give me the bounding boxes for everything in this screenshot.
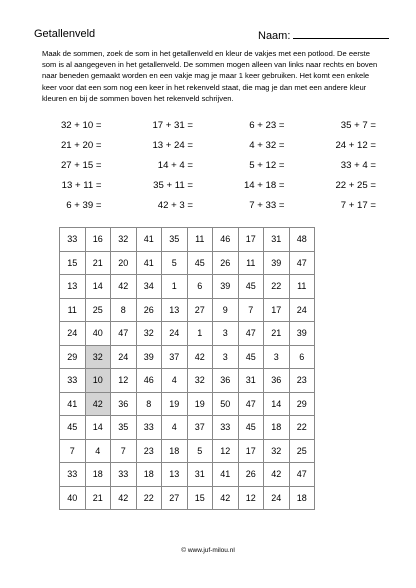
grid-cell[interactable]: 25 bbox=[85, 298, 111, 322]
grid-cell[interactable]: 17 bbox=[238, 439, 264, 463]
footer: © www.juf-milou.nl bbox=[181, 547, 235, 554]
grid-cell[interactable]: 26 bbox=[136, 298, 162, 322]
sum-item: 22 + 25 = bbox=[335, 179, 376, 191]
sum-item: 32 + 10 = bbox=[60, 119, 102, 131]
grid-cell[interactable]: 12 bbox=[111, 369, 137, 393]
grid-cell[interactable]: 17 bbox=[264, 298, 290, 322]
grid-cell[interactable]: 26 bbox=[238, 463, 264, 487]
grid-cell[interactable]: 22 bbox=[136, 486, 162, 510]
grid-cell[interactable]: 35 bbox=[162, 228, 188, 252]
grid-cell[interactable]: 33 bbox=[60, 463, 86, 487]
grid-cell[interactable]: 45 bbox=[60, 416, 86, 440]
grid-cell[interactable]: 12 bbox=[213, 439, 239, 463]
grid-cell[interactable]: 11 bbox=[238, 251, 264, 275]
grid-cell[interactable]: 40 bbox=[85, 322, 111, 346]
sum-row bbox=[36, 115, 376, 135]
sum-row bbox=[36, 195, 376, 215]
grid-cell[interactable]: 31 bbox=[187, 463, 213, 487]
grid-cell[interactable]: 20 bbox=[111, 251, 137, 275]
grid-cell[interactable]: 18 bbox=[289, 486, 315, 510]
grid-cell[interactable]: 3 bbox=[213, 322, 239, 346]
grid-cell[interactable]: 47 bbox=[289, 251, 315, 275]
grid-cell[interactable]: 1 bbox=[162, 275, 188, 299]
grid-cell[interactable]: 36 bbox=[111, 392, 137, 416]
worksheet-title: Getallenveld bbox=[34, 28, 96, 40]
grid-row bbox=[60, 345, 315, 369]
grid-row bbox=[60, 322, 315, 346]
grid-cell[interactable]: 14 bbox=[264, 392, 290, 416]
grid-cell[interactable]: 12 bbox=[238, 486, 264, 510]
sum-item: 6 + 39 = bbox=[66, 199, 102, 211]
grid-row bbox=[60, 298, 315, 322]
sum-item: 35 + 11 = bbox=[153, 179, 193, 191]
sum-item: 21 + 20 = bbox=[60, 139, 102, 151]
grid-cell[interactable]: 32 bbox=[111, 228, 137, 252]
name-line[interactable] bbox=[293, 28, 389, 39]
grid-cell[interactable]: 33 bbox=[213, 416, 239, 440]
grid-cell[interactable]: 41 bbox=[136, 251, 162, 275]
grid-row bbox=[60, 416, 315, 440]
grid-cell[interactable]: 18 bbox=[264, 416, 290, 440]
grid-cell[interactable]: 33 bbox=[60, 369, 86, 393]
sum-item: 4 + 32 = bbox=[249, 139, 285, 151]
grid-cell[interactable]: 46 bbox=[213, 228, 239, 252]
grid-cell[interactable]: 15 bbox=[60, 251, 86, 275]
grid-cell[interactable]: 45 bbox=[238, 416, 264, 440]
sum-item: 24 + 12 = bbox=[335, 139, 376, 151]
grid-cell[interactable]: 47 bbox=[289, 463, 315, 487]
grid-cell[interactable]: 32 bbox=[187, 369, 213, 393]
grid-row bbox=[60, 251, 315, 275]
grid-cell[interactable]: 32 bbox=[85, 345, 111, 369]
grid-cell[interactable]: 11 bbox=[60, 298, 86, 322]
grid-cell[interactable]: 47 bbox=[111, 322, 137, 346]
grid-row bbox=[60, 369, 315, 393]
grid-cell[interactable]: 7 bbox=[60, 439, 86, 463]
sum-row bbox=[36, 135, 376, 155]
grid-cell[interactable]: 45 bbox=[238, 345, 264, 369]
grid-cell[interactable]: 37 bbox=[162, 345, 188, 369]
grid-cell[interactable]: 31 bbox=[264, 228, 290, 252]
grid-cell[interactable]: 5 bbox=[162, 251, 188, 275]
name-field bbox=[258, 28, 389, 42]
sum-item: 27 + 15 = bbox=[60, 159, 102, 171]
grid-cell[interactable]: 23 bbox=[289, 369, 315, 393]
grid-row bbox=[60, 228, 315, 252]
grid-cell[interactable]: 6 bbox=[289, 345, 315, 369]
grid-cell[interactable]: 29 bbox=[289, 392, 315, 416]
grid-cell[interactable]: 24 bbox=[60, 322, 86, 346]
grid-cell[interactable]: 47 bbox=[238, 322, 264, 346]
grid-cell[interactable]: 22 bbox=[289, 416, 315, 440]
grid-cell[interactable]: 19 bbox=[187, 392, 213, 416]
sum-item: 6 + 23 = bbox=[249, 119, 285, 131]
grid-cell[interactable]: 13 bbox=[162, 463, 188, 487]
grid-cell[interactable]: 7 bbox=[238, 298, 264, 322]
sum-item: 35 + 7 = bbox=[340, 119, 376, 131]
sum-item: 7 + 33 = bbox=[249, 199, 285, 211]
grid-cell[interactable]: 41 bbox=[136, 228, 162, 252]
grid-row bbox=[60, 463, 315, 487]
grid-cell[interactable]: 24 bbox=[162, 322, 188, 346]
grid-cell[interactable]: 4 bbox=[162, 416, 188, 440]
sum-item: 14 + 18 = bbox=[243, 179, 285, 191]
grid-cell[interactable]: 24 bbox=[264, 486, 290, 510]
name-label: Naam: bbox=[258, 30, 291, 42]
grid-cell[interactable]: 23 bbox=[136, 439, 162, 463]
grid-cell[interactable]: 16 bbox=[85, 228, 111, 252]
grid-cell[interactable]: 41 bbox=[213, 463, 239, 487]
grid-cell[interactable]: 42 bbox=[85, 392, 111, 416]
grid-cell[interactable]: 27 bbox=[187, 298, 213, 322]
grid-cell[interactable]: 45 bbox=[187, 251, 213, 275]
grid-cell[interactable]: 32 bbox=[264, 439, 290, 463]
grid-cell[interactable]: 13 bbox=[60, 275, 86, 299]
grid-cell[interactable]: 11 bbox=[187, 228, 213, 252]
grid-cell[interactable]: 18 bbox=[162, 439, 188, 463]
grid-cell[interactable]: 36 bbox=[213, 369, 239, 393]
sums-list bbox=[36, 115, 376, 215]
grid-cell[interactable]: 47 bbox=[238, 392, 264, 416]
grid-cell[interactable]: 33 bbox=[136, 416, 162, 440]
grid-cell[interactable]: 41 bbox=[60, 392, 86, 416]
grid-cell[interactable]: 42 bbox=[264, 463, 290, 487]
grid-cell[interactable]: 4 bbox=[162, 369, 188, 393]
grid-cell[interactable]: 7 bbox=[111, 439, 137, 463]
sum-item: 33 + 4 = bbox=[340, 159, 376, 171]
grid-cell[interactable]: 46 bbox=[136, 369, 162, 393]
grid-cell[interactable]: 37 bbox=[187, 416, 213, 440]
grid-cell[interactable]: 13 bbox=[162, 298, 188, 322]
grid-cell[interactable]: 21 bbox=[264, 322, 290, 346]
grid-cell[interactable]: 39 bbox=[264, 251, 290, 275]
sum-item: 17 + 31 = bbox=[152, 119, 193, 131]
instructions: Maak de sommen, zoek de som in het getallenveld en kleur de vakjes met een potlood. De eerste som is al aangegeven in het getallenveld. De sommen mogen alleen van links naar rechts en boven naar beneden gemaakt worden en een vakje mag je maar 1 keer gebruiken. Het komt een enkele keer voor dat een som nog een keer in het rekenveld staat, die mag je dan met een andere kleur kleuren en bij de sommen boven het rekenveld schrijven. bbox=[42, 49, 378, 103]
grid-cell[interactable]: 27 bbox=[162, 486, 188, 510]
grid-cell[interactable]: 9 bbox=[213, 298, 239, 322]
grid-cell[interactable]: 31 bbox=[238, 369, 264, 393]
grid-cell[interactable]: 39 bbox=[213, 275, 239, 299]
grid-cell[interactable]: 42 bbox=[187, 345, 213, 369]
sum-item: 13 + 24 = bbox=[152, 139, 193, 151]
grid-cell[interactable]: 22 bbox=[264, 275, 290, 299]
grid-cell[interactable]: 26 bbox=[213, 251, 239, 275]
grid-cell[interactable]: 50 bbox=[213, 392, 239, 416]
sum-item: 13 + 11 = bbox=[61, 179, 102, 191]
grid-cell[interactable]: 29 bbox=[60, 345, 86, 369]
grid-row bbox=[60, 486, 315, 510]
grid-cell[interactable]: 33 bbox=[111, 463, 137, 487]
grid-row bbox=[60, 275, 315, 299]
sum-item: 5 + 12 = bbox=[249, 159, 285, 171]
grid-cell[interactable]: 14 bbox=[85, 275, 111, 299]
grid-cell[interactable]: 17 bbox=[238, 228, 264, 252]
grid-cell[interactable]: 25 bbox=[289, 439, 315, 463]
grid-cell[interactable]: 19 bbox=[162, 392, 188, 416]
grid-row bbox=[60, 439, 315, 463]
grid-cell[interactable]: 33 bbox=[60, 228, 86, 252]
grid-cell[interactable]: 40 bbox=[60, 486, 86, 510]
grid-cell[interactable]: 39 bbox=[289, 322, 315, 346]
grid-cell[interactable]: 8 bbox=[136, 392, 162, 416]
grid-cell[interactable]: 6 bbox=[187, 275, 213, 299]
grid-cell[interactable]: 48 bbox=[289, 228, 315, 252]
sum-item: 14 + 4 = bbox=[157, 159, 193, 171]
grid-cell[interactable]: 45 bbox=[238, 275, 264, 299]
number-grid bbox=[59, 227, 315, 510]
sum-item: 42 + 3 = bbox=[157, 199, 193, 211]
grid-cell[interactable]: 21 bbox=[85, 486, 111, 510]
grid-cell[interactable]: 36 bbox=[264, 369, 290, 393]
grid-cell[interactable]: 39 bbox=[136, 345, 162, 369]
grid-cell[interactable]: 42 bbox=[111, 486, 137, 510]
grid-cell[interactable]: 10 bbox=[85, 369, 111, 393]
grid-cell[interactable]: 18 bbox=[85, 463, 111, 487]
grid-cell[interactable]: 14 bbox=[85, 416, 111, 440]
grid-cell[interactable]: 24 bbox=[111, 345, 137, 369]
grid-cell[interactable]: 1 bbox=[187, 322, 213, 346]
grid-cell[interactable]: 3 bbox=[264, 345, 290, 369]
grid-cell[interactable]: 21 bbox=[85, 251, 111, 275]
grid-cell[interactable]: 42 bbox=[111, 275, 137, 299]
grid-cell[interactable]: 8 bbox=[111, 298, 137, 322]
sum-row bbox=[36, 175, 376, 195]
grid-cell[interactable]: 18 bbox=[136, 463, 162, 487]
number-grid-table bbox=[59, 227, 315, 510]
grid-cell[interactable]: 4 bbox=[85, 439, 111, 463]
grid-row bbox=[60, 392, 315, 416]
grid-cell[interactable]: 34 bbox=[136, 275, 162, 299]
grid-cell[interactable]: 3 bbox=[213, 345, 239, 369]
grid-cell[interactable]: 32 bbox=[136, 322, 162, 346]
grid-cell[interactable]: 24 bbox=[289, 298, 315, 322]
sum-row bbox=[36, 155, 376, 175]
grid-cell[interactable]: 11 bbox=[289, 275, 315, 299]
grid-cell[interactable]: 35 bbox=[111, 416, 137, 440]
grid-cell[interactable]: 15 bbox=[187, 486, 213, 510]
sum-item: 7 + 17 = bbox=[340, 199, 376, 211]
grid-cell[interactable]: 5 bbox=[187, 439, 213, 463]
grid-cell[interactable]: 42 bbox=[213, 486, 239, 510]
